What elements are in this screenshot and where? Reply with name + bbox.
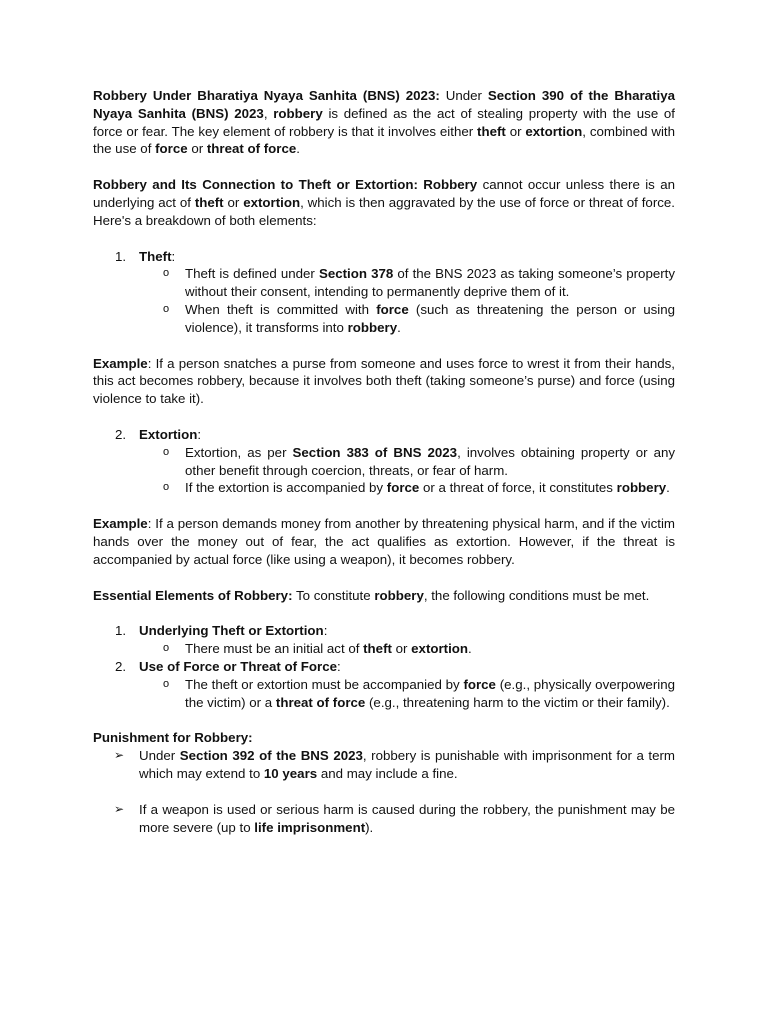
text-run: . <box>666 480 670 496</box>
text-run: ). <box>365 819 374 835</box>
text-run: or <box>391 641 412 657</box>
list-item-title: Underlying Theft or Extortion <box>139 623 324 639</box>
list-item-title: Theft <box>139 248 172 264</box>
text-run: (such as threatening the person or using violence), it transforms into <box>185 301 675 335</box>
list-item-underlying <box>93 622 675 640</box>
arrow-bullet-icon: ➢ <box>114 801 125 816</box>
text-run: or <box>223 194 244 210</box>
text-run: To constitute <box>292 587 375 603</box>
circle-bullet-icon: o <box>163 481 170 494</box>
example-paragraph <box>93 355 675 408</box>
intro-heading: Robbery Under Bharatiya Nyaya Sanhita (BNS) 2023: <box>93 88 440 103</box>
arrow-list-item <box>93 801 675 837</box>
bold-run: Section 378 <box>318 266 394 282</box>
text-run: : <box>337 658 341 674</box>
text-run: . <box>468 641 472 657</box>
list-number: 2. <box>115 658 127 674</box>
bold-run: Punishment for Robbery: <box>93 730 253 746</box>
bullet-item <box>93 444 675 480</box>
bold-run: theft <box>363 641 392 657</box>
bold-run: force <box>463 676 496 692</box>
bullet-item <box>93 479 675 497</box>
text-run: . <box>296 141 300 157</box>
list-number: 2. <box>115 426 127 442</box>
bullet-item <box>93 265 675 301</box>
bold-run: theft <box>477 123 506 139</box>
list-item-extortion <box>93 426 675 444</box>
bullet-item <box>93 640 675 658</box>
text-run: : If a person demands money from another by threatening physical harm, and if the victim hands over the money out of fear, the act qualifies as extortion. However, if the threat is accompanied by actual force (like using a weapon), it becomes robbery. <box>93 516 675 567</box>
example-label: Example <box>93 516 148 532</box>
essential-heading: Essential Elements of Robbery: <box>93 587 293 603</box>
arrow-list-item <box>93 747 675 783</box>
list-item-title: Use of Force or Threat of Force <box>139 658 338 674</box>
text-run: or <box>187 141 207 157</box>
essential-paragraph <box>93 587 675 605</box>
circle-bullet-icon: o <box>163 445 170 458</box>
text-run: Theft is defined under <box>185 266 319 282</box>
list-number: 1. <box>115 623 127 639</box>
text-run: and may include a fine. <box>317 765 458 781</box>
text-run: , which is then aggravated by the use of force or threat of force. Here's a breakdown of both elements: <box>93 194 675 228</box>
list-item-title: Extortion <box>139 426 198 442</box>
text-run: (e.g., threatening harm to the victim or their family). <box>365 694 670 710</box>
bold-run: life imprisonment <box>254 819 366 835</box>
text-run: (e.g., physically overpowering the victim) or a <box>185 676 676 710</box>
bold-run: robbery <box>616 480 667 496</box>
bold-run: extortion <box>243 194 301 210</box>
text-run: , involves obtaining property or any other benefit through coercion, threats, or fear of harm. <box>185 444 676 478</box>
text-run: or a threat of force, it constitutes <box>419 480 617 496</box>
text-run: is defined as the act of stealing property with the use of force or fear. The key element of robbery is that it involves either <box>93 105 676 139</box>
circle-bullet-icon: o <box>163 267 170 280</box>
bold-run: Section 390 of the Bharatiya Nyaya Sanhita (BNS) 2023 <box>93 88 675 121</box>
bullet-item <box>93 301 675 337</box>
punishment-heading <box>93 729 675 747</box>
text-run: There must be an initial act of <box>185 641 364 657</box>
text-run: : <box>323 623 328 639</box>
bold-run: threat of force <box>275 694 366 710</box>
text-run: Under <box>439 88 488 103</box>
document-page <box>93 87 675 836</box>
bold-run: threat of force <box>206 141 297 157</box>
circle-bullet-icon: o <box>163 677 170 690</box>
text-run: . <box>397 319 401 335</box>
bullet-item <box>93 676 675 712</box>
text-run: : <box>197 426 202 442</box>
text-run: Extortion, as per <box>185 444 293 460</box>
text-run: , robbery is punishable with imprisonment for a term which may extend to <box>139 748 675 781</box>
bold-run: force <box>386 480 420 496</box>
bold-run: force <box>155 141 188 157</box>
bold-run: extortion <box>525 123 583 139</box>
text-run: , the following conditions must be met. <box>423 587 650 603</box>
text-run: The theft or extortion must be accompanied by <box>185 676 464 692</box>
bold-run: robbery <box>273 105 323 121</box>
bold-run: Section 392 of the BNS 2023 <box>179 748 363 764</box>
bold-run: robbery <box>347 319 398 335</box>
connection-heading: Robbery and Its Connection to Theft or Extortion: Robbery <box>93 177 478 193</box>
example-label: Example <box>93 355 148 371</box>
text-run: : <box>171 248 176 264</box>
bold-run: force <box>376 301 409 317</box>
list-item-theft <box>93 248 675 266</box>
intro-paragraph <box>93 87 675 158</box>
text-run: Under <box>139 748 180 764</box>
list-item-force <box>93 658 675 676</box>
bold-run: theft <box>194 194 224 210</box>
example-paragraph <box>93 515 675 568</box>
connection-paragraph <box>93 176 675 229</box>
text-run: , <box>263 105 274 121</box>
text-run: If a weapon is used or serious harm is caused during the robbery, the punishment may be more severe (up to <box>139 801 675 835</box>
circle-bullet-icon: o <box>163 642 170 655</box>
text-run: of the BNS 2023 as taking someone’s property without their consent, intending to permanently deprive them of it. <box>185 266 676 300</box>
bold-run: Section 383 of BNS 2023 <box>292 444 458 460</box>
bold-run: robbery <box>374 587 424 603</box>
text-run: , combined with the use of <box>93 123 675 157</box>
list-number: 1. <box>115 248 127 264</box>
text-run: : If a person snatches a purse from someone and uses force to wrest it from their hands, this act becomes robbery, because it involves both theft (taking someone’s purse) and force (using violence to take it). <box>93 355 675 407</box>
text-run: When theft is committed with <box>185 301 377 317</box>
circle-bullet-icon: o <box>163 302 170 315</box>
bold-run: extortion <box>411 641 469 657</box>
bold-run: 10 years <box>263 765 318 781</box>
arrow-bullet-icon: ➢ <box>114 748 125 763</box>
text-run: cannot occur unless there is an underlying act of <box>93 177 675 210</box>
text-run: or <box>505 123 526 139</box>
text-run: If the extortion is accompanied by <box>185 480 387 496</box>
